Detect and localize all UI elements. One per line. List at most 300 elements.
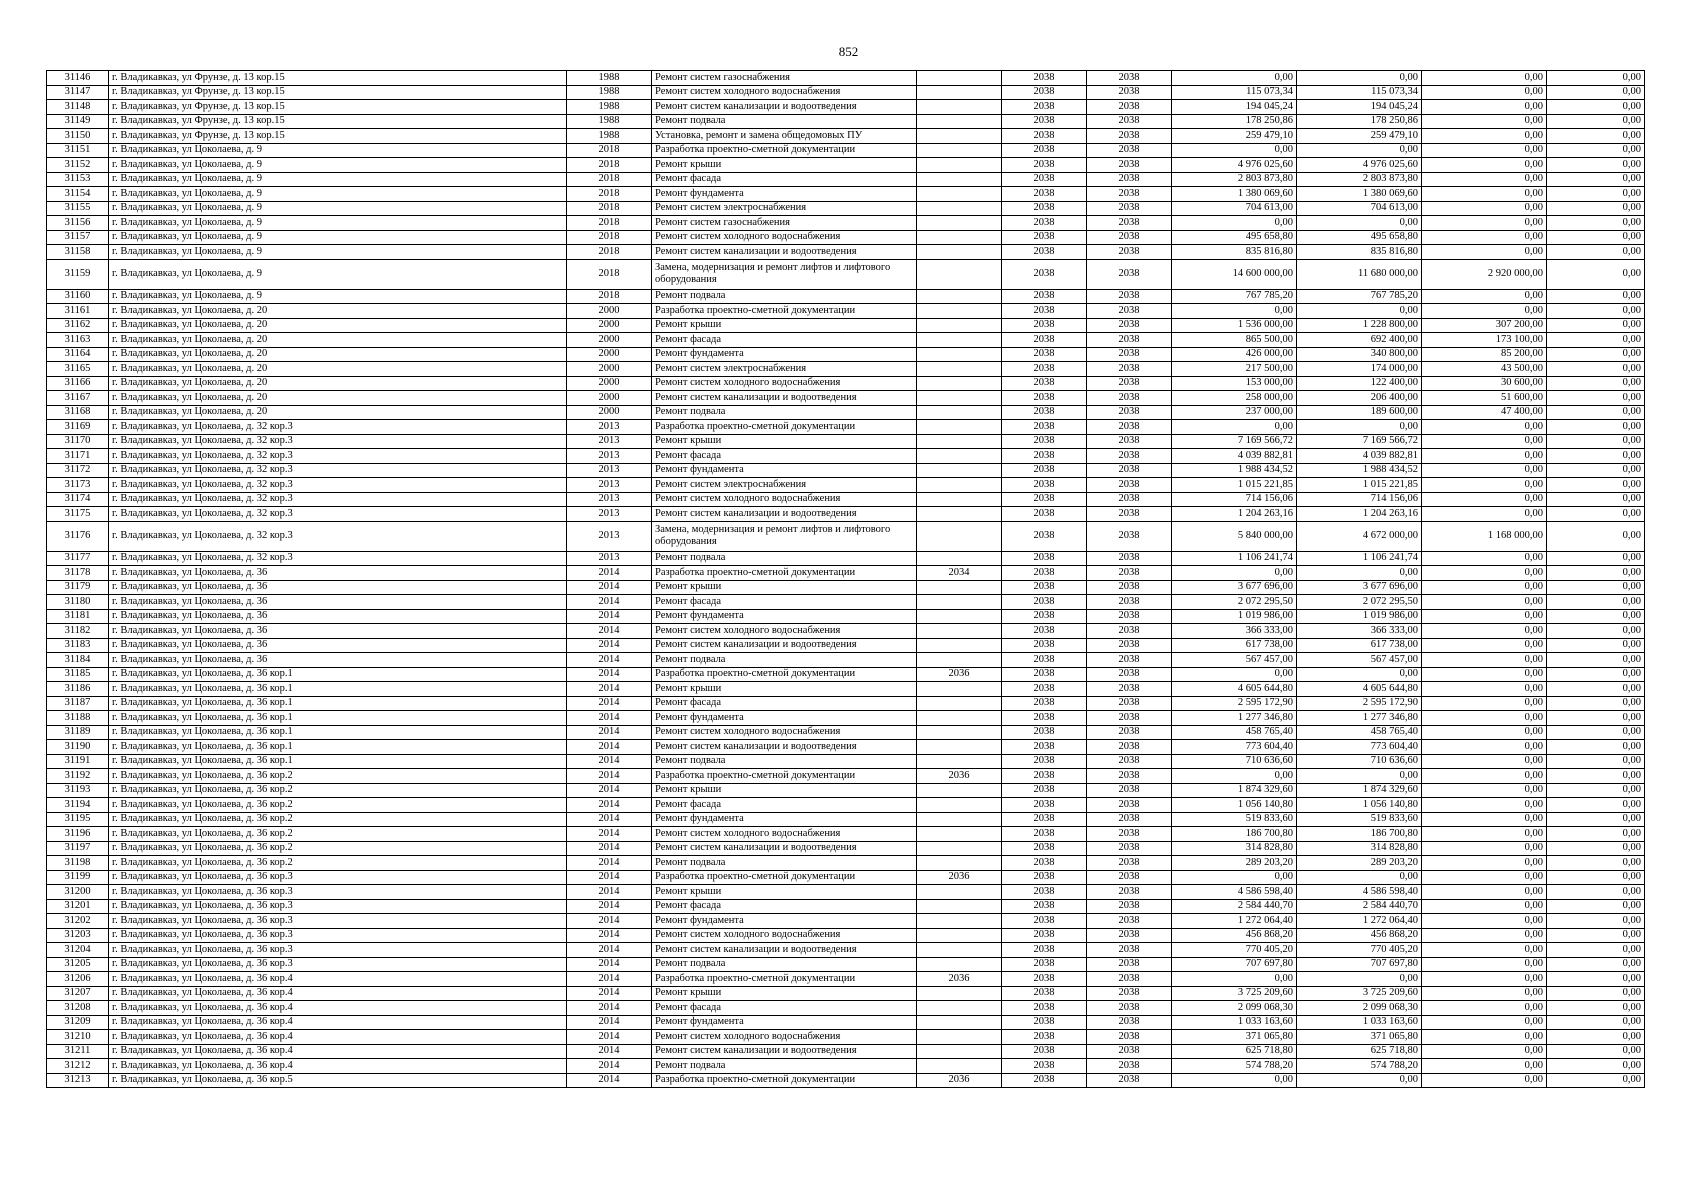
cell-planned-year xyxy=(917,638,1002,653)
cell-build-year: 2014 xyxy=(567,580,652,595)
cell-total-cost: 0,00 xyxy=(1172,972,1297,987)
cell-total-cost: 186 700,80 xyxy=(1172,827,1297,842)
cell-total-cost: 770 405,20 xyxy=(1172,943,1297,958)
cell-total-cost: 1 033 163,60 xyxy=(1172,1015,1297,1030)
cell-build-year: 1988 xyxy=(567,100,652,115)
table-row xyxy=(47,624,1645,639)
cell-build-year: 2014 xyxy=(567,682,652,697)
cell-work-type: Ремонт систем холодного водоснабжения xyxy=(652,492,917,507)
cell-build-year: 2014 xyxy=(567,1059,652,1074)
cell-start-year: 2038 xyxy=(1002,986,1087,1001)
cell-total-cost: 1 988 434,52 xyxy=(1172,463,1297,478)
cell-row-number: 31182 xyxy=(47,624,109,639)
table-row xyxy=(47,434,1645,449)
cell-address: г. Владикавказ, ул Цоколаева, д. 36 кор.2 xyxy=(109,798,567,813)
cell-row-number: 31180 xyxy=(47,595,109,610)
cell-start-year: 2038 xyxy=(1002,420,1087,435)
cell-fund-cost: 0,00 xyxy=(1297,304,1422,319)
cell-total-cost: 1 204 263,16 xyxy=(1172,507,1297,522)
cell-total-cost: 426 000,00 xyxy=(1172,347,1297,362)
cell-row-number: 31201 xyxy=(47,899,109,914)
cell-planned-year xyxy=(917,682,1002,697)
cell-start-year: 2038 xyxy=(1002,754,1087,769)
cell-fund-cost: 1 056 140,80 xyxy=(1297,798,1422,813)
cell-work-type: Ремонт крыши xyxy=(652,986,917,1001)
cell-start-year: 2038 xyxy=(1002,551,1087,566)
cell-address: г. Владикавказ, ул Цоколаева, д. 20 xyxy=(109,347,567,362)
cell-total-cost: 458 765,40 xyxy=(1172,725,1297,740)
cell-work-type: Ремонт крыши xyxy=(652,318,917,333)
cell-row-number: 31150 xyxy=(47,129,109,144)
cell-total-cost: 7 169 566,72 xyxy=(1172,434,1297,449)
cell-total-cost: 217 500,00 xyxy=(1172,362,1297,377)
table-row xyxy=(47,914,1645,929)
cell-fund-cost: 0,00 xyxy=(1297,870,1422,885)
cell-row-number: 31149 xyxy=(47,114,109,129)
cell-build-year: 2014 xyxy=(567,1015,652,1030)
cell-build-year: 2000 xyxy=(567,333,652,348)
cell-build-year: 2014 xyxy=(567,595,652,610)
cell-owner-cost: 0,00 xyxy=(1422,957,1547,972)
cell-owner-cost: 51 600,00 xyxy=(1422,391,1547,406)
table-row xyxy=(47,1044,1645,1059)
cell-row-number: 31177 xyxy=(47,551,109,566)
cell-planned-year xyxy=(917,1044,1002,1059)
table-row xyxy=(47,638,1645,653)
cell-work-type: Ремонт подвала xyxy=(652,551,917,566)
cell-owner-cost: 0,00 xyxy=(1422,624,1547,639)
cell-other-cost: 0,00 xyxy=(1547,463,1645,478)
cell-work-type: Разработка проектно-сметной документации xyxy=(652,566,917,581)
cell-end-year: 2038 xyxy=(1087,1059,1172,1074)
cell-row-number: 31204 xyxy=(47,943,109,958)
cell-row-number: 31192 xyxy=(47,769,109,784)
cell-work-type: Ремонт подвала xyxy=(652,1059,917,1074)
cell-fund-cost: 4 039 882,81 xyxy=(1297,449,1422,464)
cell-total-cost: 115 073,34 xyxy=(1172,85,1297,100)
cell-owner-cost: 307 200,00 xyxy=(1422,318,1547,333)
cell-total-cost: 0,00 xyxy=(1172,420,1297,435)
cell-total-cost: 2 803 873,80 xyxy=(1172,172,1297,187)
cell-end-year: 2038 xyxy=(1087,492,1172,507)
cell-fund-cost: 0,00 xyxy=(1297,667,1422,682)
cell-planned-year xyxy=(917,711,1002,726)
table-row xyxy=(47,201,1645,216)
cell-work-type: Ремонт фасада xyxy=(652,696,917,711)
cell-end-year: 2038 xyxy=(1087,1044,1172,1059)
cell-work-type: Ремонт крыши xyxy=(652,885,917,900)
cell-fund-cost: 0,00 xyxy=(1297,143,1422,158)
cell-row-number: 31166 xyxy=(47,376,109,391)
cell-fund-cost: 567 457,00 xyxy=(1297,653,1422,668)
cell-build-year: 2014 xyxy=(567,870,652,885)
cell-fund-cost: 4 605 644,80 xyxy=(1297,682,1422,697)
cell-total-cost: 0,00 xyxy=(1172,1073,1297,1088)
cell-start-year: 2038 xyxy=(1002,914,1087,929)
cell-other-cost: 0,00 xyxy=(1547,1015,1645,1030)
cell-owner-cost: 0,00 xyxy=(1422,725,1547,740)
cell-work-type: Ремонт подвала xyxy=(652,405,917,420)
cell-fund-cost: 770 405,20 xyxy=(1297,943,1422,958)
cell-other-cost: 0,00 xyxy=(1547,856,1645,871)
table-row xyxy=(47,798,1645,813)
cell-work-type: Разработка проектно-сметной документации xyxy=(652,143,917,158)
cell-fund-cost: 206 400,00 xyxy=(1297,391,1422,406)
cell-start-year: 2038 xyxy=(1002,230,1087,245)
cell-work-type: Разработка проектно-сметной документации xyxy=(652,769,917,784)
cell-row-number: 31152 xyxy=(47,158,109,173)
cell-row-number: 31189 xyxy=(47,725,109,740)
cell-end-year: 2038 xyxy=(1087,682,1172,697)
cell-owner-cost: 0,00 xyxy=(1422,566,1547,581)
cell-address: г. Владикавказ, ул Цоколаева, д. 32 кор.3 xyxy=(109,420,567,435)
cell-other-cost: 0,00 xyxy=(1547,899,1645,914)
cell-other-cost: 0,00 xyxy=(1547,624,1645,639)
cell-planned-year: 2036 xyxy=(917,667,1002,682)
table-row xyxy=(47,725,1645,740)
cell-build-year: 2014 xyxy=(567,754,652,769)
cell-address: г. Владикавказ, ул Цоколаева, д. 36 кор.4 xyxy=(109,986,567,1001)
cell-build-year: 2000 xyxy=(567,347,652,362)
cell-planned-year xyxy=(917,1030,1002,1045)
cell-work-type: Ремонт подвала xyxy=(652,856,917,871)
cell-build-year: 2018 xyxy=(567,143,652,158)
cell-owner-cost: 0,00 xyxy=(1422,711,1547,726)
cell-build-year: 2014 xyxy=(567,653,652,668)
cell-row-number: 31212 xyxy=(47,1059,109,1074)
cell-end-year: 2038 xyxy=(1087,566,1172,581)
cell-end-year: 2038 xyxy=(1087,449,1172,464)
cell-work-type: Ремонт фасада xyxy=(652,172,917,187)
cell-work-type: Ремонт систем холодного водоснабжения xyxy=(652,928,917,943)
cell-planned-year xyxy=(917,624,1002,639)
cell-total-cost: 4 039 882,81 xyxy=(1172,449,1297,464)
cell-fund-cost: 1 106 241,74 xyxy=(1297,551,1422,566)
cell-fund-cost: 714 156,06 xyxy=(1297,492,1422,507)
cell-total-cost: 1 106 241,74 xyxy=(1172,551,1297,566)
cell-start-year: 2038 xyxy=(1002,769,1087,784)
table-row xyxy=(47,347,1645,362)
cell-address: г. Владикавказ, ул Цоколаева, д. 9 xyxy=(109,289,567,304)
cell-work-type: Ремонт фасада xyxy=(652,449,917,464)
cell-work-type: Ремонт фундамента xyxy=(652,347,917,362)
cell-row-number: 31168 xyxy=(47,405,109,420)
table-row xyxy=(47,85,1645,100)
cell-end-year: 2038 xyxy=(1087,201,1172,216)
cell-build-year: 2014 xyxy=(567,899,652,914)
cell-other-cost: 0,00 xyxy=(1547,841,1645,856)
cell-planned-year xyxy=(917,85,1002,100)
cell-address: г. Владикавказ, ул Цоколаева, д. 9 xyxy=(109,172,567,187)
cell-address: г. Владикавказ, ул Цоколаева, д. 36 кор.3 xyxy=(109,914,567,929)
cell-owner-cost: 0,00 xyxy=(1422,449,1547,464)
cell-start-year: 2038 xyxy=(1002,362,1087,377)
cell-row-number: 31206 xyxy=(47,972,109,987)
cell-address: г. Владикавказ, ул Цоколаева, д. 36 кор.3 xyxy=(109,870,567,885)
cell-fund-cost: 0,00 xyxy=(1297,566,1422,581)
cell-owner-cost: 0,00 xyxy=(1422,609,1547,624)
cell-build-year: 2014 xyxy=(567,943,652,958)
cell-row-number: 31193 xyxy=(47,783,109,798)
cell-owner-cost: 0,00 xyxy=(1422,682,1547,697)
cell-end-year: 2038 xyxy=(1087,827,1172,842)
cell-planned-year xyxy=(917,914,1002,929)
cell-end-year: 2038 xyxy=(1087,957,1172,972)
cell-start-year: 2038 xyxy=(1002,580,1087,595)
cell-address: г. Владикавказ, ул Цоколаева, д. 36 xyxy=(109,653,567,668)
cell-start-year: 2038 xyxy=(1002,289,1087,304)
cell-fund-cost: 174 000,00 xyxy=(1297,362,1422,377)
cell-row-number: 31181 xyxy=(47,609,109,624)
cell-work-type: Ремонт систем канализации и водоотведения xyxy=(652,841,917,856)
cell-other-cost: 0,00 xyxy=(1547,158,1645,173)
cell-planned-year xyxy=(917,812,1002,827)
cell-total-cost: 0,00 xyxy=(1172,71,1297,86)
cell-fund-cost: 366 333,00 xyxy=(1297,624,1422,639)
cell-row-number: 31154 xyxy=(47,187,109,202)
cell-start-year: 2038 xyxy=(1002,624,1087,639)
cell-other-cost: 0,00 xyxy=(1547,507,1645,522)
cell-end-year: 2038 xyxy=(1087,653,1172,668)
cell-work-type: Ремонт систем канализации и водоотведения xyxy=(652,638,917,653)
cell-start-year: 2038 xyxy=(1002,1059,1087,1074)
cell-address: г. Владикавказ, ул Цоколаева, д. 36 кор.1 xyxy=(109,754,567,769)
cell-start-year: 2038 xyxy=(1002,566,1087,581)
cell-other-cost: 0,00 xyxy=(1547,114,1645,129)
cell-other-cost: 0,00 xyxy=(1547,696,1645,711)
cell-build-year: 2014 xyxy=(567,769,652,784)
cell-end-year: 2038 xyxy=(1087,318,1172,333)
cell-end-year: 2038 xyxy=(1087,158,1172,173)
cell-start-year: 2038 xyxy=(1002,100,1087,115)
cell-address: г. Владикавказ, ул Цоколаева, д. 36 кор.4 xyxy=(109,1044,567,1059)
cell-end-year: 2038 xyxy=(1087,434,1172,449)
cell-total-cost: 519 833,60 xyxy=(1172,812,1297,827)
cell-total-cost: 1 019 986,00 xyxy=(1172,609,1297,624)
table-row xyxy=(47,420,1645,435)
cell-total-cost: 2 584 440,70 xyxy=(1172,899,1297,914)
table-row xyxy=(47,492,1645,507)
cell-row-number: 31205 xyxy=(47,957,109,972)
cell-build-year: 2018 xyxy=(567,172,652,187)
cell-start-year: 2038 xyxy=(1002,899,1087,914)
cell-address: г. Владикавказ, ул Цоколаева, д. 36 кор.3 xyxy=(109,928,567,943)
cell-planned-year xyxy=(917,158,1002,173)
cell-fund-cost: 767 785,20 xyxy=(1297,289,1422,304)
cell-owner-cost: 0,00 xyxy=(1422,827,1547,842)
cell-planned-year xyxy=(917,1059,1002,1074)
cell-total-cost: 259 479,10 xyxy=(1172,129,1297,144)
cell-planned-year xyxy=(917,521,1002,551)
cell-start-year: 2038 xyxy=(1002,972,1087,987)
cell-owner-cost: 0,00 xyxy=(1422,986,1547,1001)
table-row xyxy=(47,1030,1645,1045)
cell-total-cost: 1 015 221,85 xyxy=(1172,478,1297,493)
cell-planned-year xyxy=(917,492,1002,507)
cell-planned-year xyxy=(917,405,1002,420)
table-row xyxy=(47,1059,1645,1074)
cell-start-year: 2038 xyxy=(1002,333,1087,348)
cell-work-type: Ремонт систем холодного водоснабжения xyxy=(652,85,917,100)
table-row xyxy=(47,885,1645,900)
cell-fund-cost: 2 072 295,50 xyxy=(1297,595,1422,610)
cell-planned-year: 2034 xyxy=(917,566,1002,581)
cell-build-year: 2014 xyxy=(567,914,652,929)
cell-start-year: 2038 xyxy=(1002,1030,1087,1045)
cell-owner-cost: 0,00 xyxy=(1422,928,1547,943)
table-row xyxy=(47,463,1645,478)
cell-start-year: 2038 xyxy=(1002,653,1087,668)
cell-row-number: 31211 xyxy=(47,1044,109,1059)
cell-address: г. Владикавказ, ул Цоколаева, д. 36 xyxy=(109,580,567,595)
cell-fund-cost: 371 065,80 xyxy=(1297,1030,1422,1045)
cell-total-cost: 707 697,80 xyxy=(1172,957,1297,972)
table-row xyxy=(47,957,1645,972)
cell-row-number: 31170 xyxy=(47,434,109,449)
cell-owner-cost: 0,00 xyxy=(1422,201,1547,216)
cell-start-year: 2038 xyxy=(1002,928,1087,943)
cell-address: г. Владикавказ, ул Цоколаева, д. 36 кор.2 xyxy=(109,769,567,784)
cell-end-year: 2038 xyxy=(1087,85,1172,100)
cell-end-year: 2038 xyxy=(1087,521,1172,551)
cell-other-cost: 0,00 xyxy=(1547,609,1645,624)
cell-total-cost: 14 600 000,00 xyxy=(1172,259,1297,289)
cell-fund-cost: 7 169 566,72 xyxy=(1297,434,1422,449)
cell-total-cost: 4 605 644,80 xyxy=(1172,682,1297,697)
cell-owner-cost: 0,00 xyxy=(1422,841,1547,856)
cell-row-number: 31156 xyxy=(47,216,109,231)
cell-work-type: Ремонт крыши xyxy=(652,434,917,449)
cell-row-number: 31174 xyxy=(47,492,109,507)
cell-total-cost: 0,00 xyxy=(1172,216,1297,231)
cell-owner-cost: 173 100,00 xyxy=(1422,333,1547,348)
cell-start-year: 2038 xyxy=(1002,85,1087,100)
cell-owner-cost: 0,00 xyxy=(1422,885,1547,900)
cell-work-type: Ремонт подвала xyxy=(652,114,917,129)
cell-build-year: 2000 xyxy=(567,318,652,333)
cell-other-cost: 0,00 xyxy=(1547,1044,1645,1059)
cell-total-cost: 704 613,00 xyxy=(1172,201,1297,216)
cell-planned-year xyxy=(917,856,1002,871)
cell-row-number: 31195 xyxy=(47,812,109,827)
cell-owner-cost: 0,00 xyxy=(1422,71,1547,86)
cell-end-year: 2038 xyxy=(1087,551,1172,566)
cell-work-type: Ремонт систем холодного водоснабжения xyxy=(652,1030,917,1045)
cell-other-cost: 0,00 xyxy=(1547,551,1645,566)
cell-start-year: 2038 xyxy=(1002,201,1087,216)
cell-fund-cost: 4 672 000,00 xyxy=(1297,521,1422,551)
cell-end-year: 2038 xyxy=(1087,870,1172,885)
cell-start-year: 2038 xyxy=(1002,492,1087,507)
cell-end-year: 2038 xyxy=(1087,725,1172,740)
cell-owner-cost: 0,00 xyxy=(1422,595,1547,610)
cell-work-type: Разработка проектно-сметной документации xyxy=(652,420,917,435)
cell-planned-year xyxy=(917,434,1002,449)
cell-address: г. Владикавказ, ул Цоколаева, д. 36 кор.2 xyxy=(109,783,567,798)
cell-end-year: 2038 xyxy=(1087,376,1172,391)
cell-address: г. Владикавказ, ул Цоколаева, д. 32 кор.3 xyxy=(109,463,567,478)
cell-other-cost: 0,00 xyxy=(1547,201,1645,216)
cell-end-year: 2038 xyxy=(1087,405,1172,420)
cell-owner-cost: 0,00 xyxy=(1422,1059,1547,1074)
cell-build-year: 2013 xyxy=(567,420,652,435)
table-row xyxy=(47,667,1645,682)
cell-end-year: 2038 xyxy=(1087,696,1172,711)
cell-planned-year xyxy=(917,347,1002,362)
cell-other-cost: 0,00 xyxy=(1547,230,1645,245)
cell-build-year: 2014 xyxy=(567,972,652,987)
cell-other-cost: 0,00 xyxy=(1547,187,1645,202)
cell-owner-cost: 0,00 xyxy=(1422,463,1547,478)
table-row xyxy=(47,100,1645,115)
cell-planned-year xyxy=(917,725,1002,740)
cell-start-year: 2038 xyxy=(1002,245,1087,260)
table-row xyxy=(47,187,1645,202)
cell-planned-year xyxy=(917,478,1002,493)
cell-address: г. Владикавказ, ул Цоколаева, д. 36 кор.1 xyxy=(109,711,567,726)
cell-end-year: 2038 xyxy=(1087,928,1172,943)
cell-fund-cost: 2 584 440,70 xyxy=(1297,899,1422,914)
cell-planned-year xyxy=(917,507,1002,522)
cell-total-cost: 0,00 xyxy=(1172,870,1297,885)
table-row xyxy=(47,870,1645,885)
table-row xyxy=(47,899,1645,914)
cell-address: г. Владикавказ, ул Цоколаева, д. 32 кор.3 xyxy=(109,434,567,449)
cell-address: г. Владикавказ, ул Цоколаева, д. 36 кор.4 xyxy=(109,972,567,987)
cell-address: г. Владикавказ, ул Цоколаева, д. 36 xyxy=(109,595,567,610)
table-row xyxy=(47,478,1645,493)
cell-planned-year xyxy=(917,740,1002,755)
cell-total-cost: 1 874 329,60 xyxy=(1172,783,1297,798)
cell-planned-year xyxy=(917,943,1002,958)
cell-row-number: 31176 xyxy=(47,521,109,551)
cell-build-year: 1988 xyxy=(567,85,652,100)
cell-total-cost: 0,00 xyxy=(1172,566,1297,581)
cell-build-year: 2014 xyxy=(567,609,652,624)
cell-other-cost: 0,00 xyxy=(1547,143,1645,158)
cell-build-year: 2014 xyxy=(567,711,652,726)
table-row xyxy=(47,609,1645,624)
cell-address: г. Владикавказ, ул Цоколаева, д. 32 кор.3 xyxy=(109,478,567,493)
cell-build-year: 2000 xyxy=(567,362,652,377)
cell-fund-cost: 115 073,34 xyxy=(1297,85,1422,100)
cell-total-cost: 1 380 069,60 xyxy=(1172,187,1297,202)
cell-end-year: 2038 xyxy=(1087,667,1172,682)
cell-fund-cost: 4 586 598,40 xyxy=(1297,885,1422,900)
cell-work-type: Ремонт систем канализации и водоотведения xyxy=(652,391,917,406)
cell-total-cost: 835 816,80 xyxy=(1172,245,1297,260)
cell-total-cost: 495 658,80 xyxy=(1172,230,1297,245)
cell-planned-year: 2036 xyxy=(917,870,1002,885)
cell-work-type: Ремонт систем электроснабжения xyxy=(652,478,917,493)
cell-total-cost: 1 277 346,80 xyxy=(1172,711,1297,726)
cell-end-year: 2038 xyxy=(1087,783,1172,798)
cell-work-type: Ремонт систем канализации и водоотведения xyxy=(652,245,917,260)
cell-start-year: 2038 xyxy=(1002,347,1087,362)
cell-build-year: 2014 xyxy=(567,1001,652,1016)
cell-total-cost: 714 156,06 xyxy=(1172,492,1297,507)
table-row xyxy=(47,289,1645,304)
cell-fund-cost: 704 613,00 xyxy=(1297,201,1422,216)
cell-start-year: 2038 xyxy=(1002,216,1087,231)
cell-start-year: 2038 xyxy=(1002,827,1087,842)
cell-start-year: 2038 xyxy=(1002,405,1087,420)
cell-row-number: 31196 xyxy=(47,827,109,842)
cell-start-year: 2038 xyxy=(1002,798,1087,813)
cell-row-number: 31147 xyxy=(47,85,109,100)
cell-fund-cost: 194 045,24 xyxy=(1297,100,1422,115)
cell-build-year: 2018 xyxy=(567,245,652,260)
